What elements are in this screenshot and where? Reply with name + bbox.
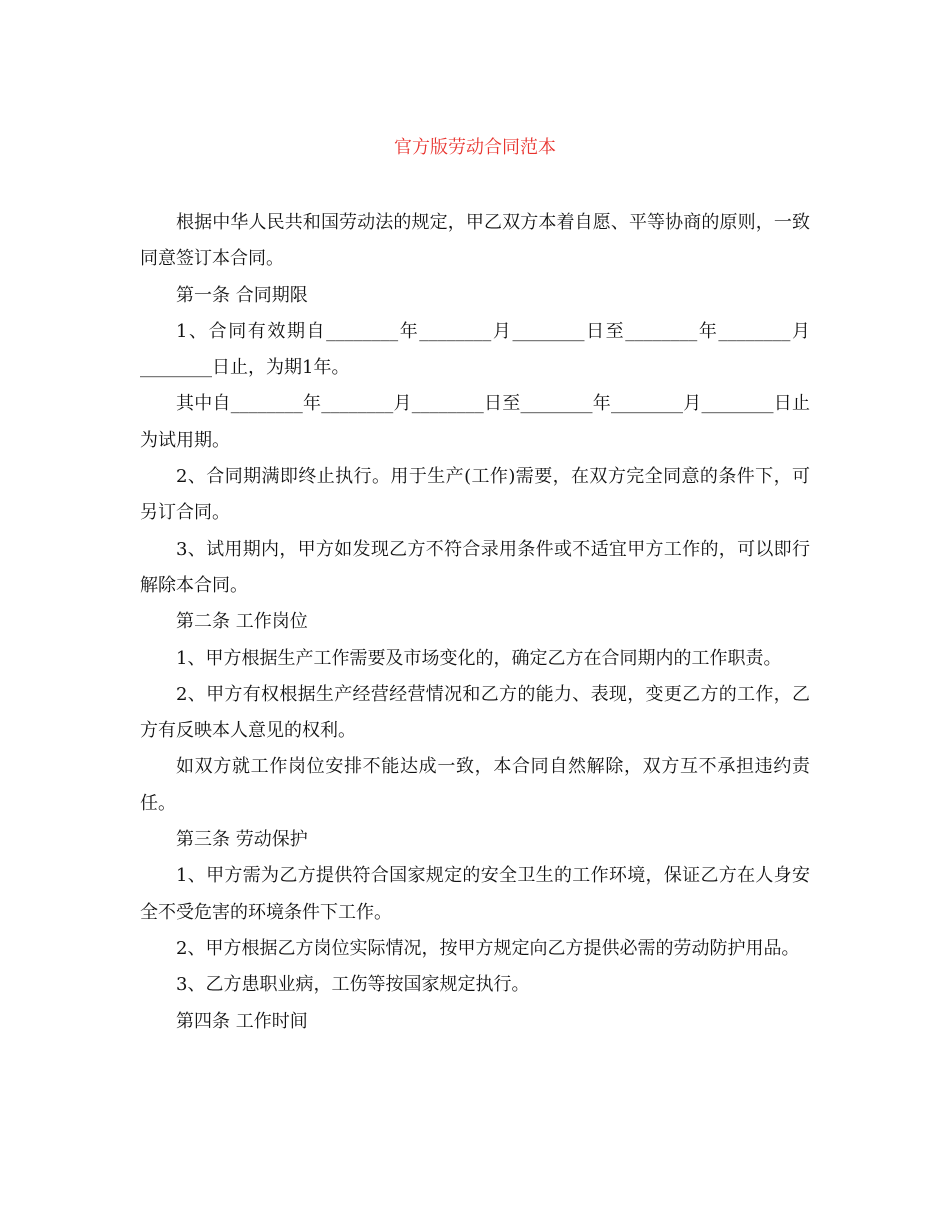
article-3-clause-2: 2、甲方根据乙方岗位实际情况，按甲方规定向乙方提供必需的劳动防护用品。 [176, 937, 800, 959]
document-title: 官方版劳动合同范本 [394, 137, 556, 158]
article-2-heading: 第二条 工作岗位 [176, 611, 308, 633]
article-1-clause-3: 3、试用期内，甲方如发现乙方不符合录用条件或不适宜甲方工作的，可以即行解除本合同。 [140, 538, 810, 596]
article-3-heading: 第三条 劳动保护 [176, 829, 308, 851]
intro-paragraph: 根据中华人民共和国劳动法的规定，甲乙双方本着自愿、平等协商的原则，一致同意签订本合同。 [140, 212, 810, 270]
article-3-clause-3: 3、乙方患职业病，工伤等按国家规定执行。 [176, 974, 530, 996]
article-1-clause-1: 1、合同有效期自________年________月________日至________年________月________日止，为期1年。 [140, 320, 810, 379]
article-2-clause-1: 1、甲方根据生产工作需要及市场变化的，确定乙方在合同期内的工作职责。 [176, 647, 782, 669]
article-1-clause-2: 2、合同期满即终止执行。用于生产(工作)需要，在双方完全同意的条件下，可另订合同。 [140, 466, 810, 524]
article-2-clause-2: 2、甲方有权根据生产经营经营情况和乙方的能力、表现，变更乙方的工作，乙方有反映本人意见的权利。 [140, 683, 810, 742]
article-2-note: 如双方就工作岗位安排不能达成一致，本合同自然解除，双方互不承担违约责任。 [140, 756, 810, 814]
probation-period-clause: 其中自________年________月________日至________年________月________日止为试用期。 [140, 393, 810, 451]
document-body [140, 205, 810, 1040]
article-1-heading: 第一条 合同期限 [176, 284, 308, 306]
article-4-heading: 第四条 工作时间 [176, 1010, 308, 1032]
article-3-clause-1: 1、甲方需为乙方提供符合国家规定的安全卫生的工作环境，保证乙方在人身安全不受危害的环境条件下工作。 [140, 865, 810, 923]
